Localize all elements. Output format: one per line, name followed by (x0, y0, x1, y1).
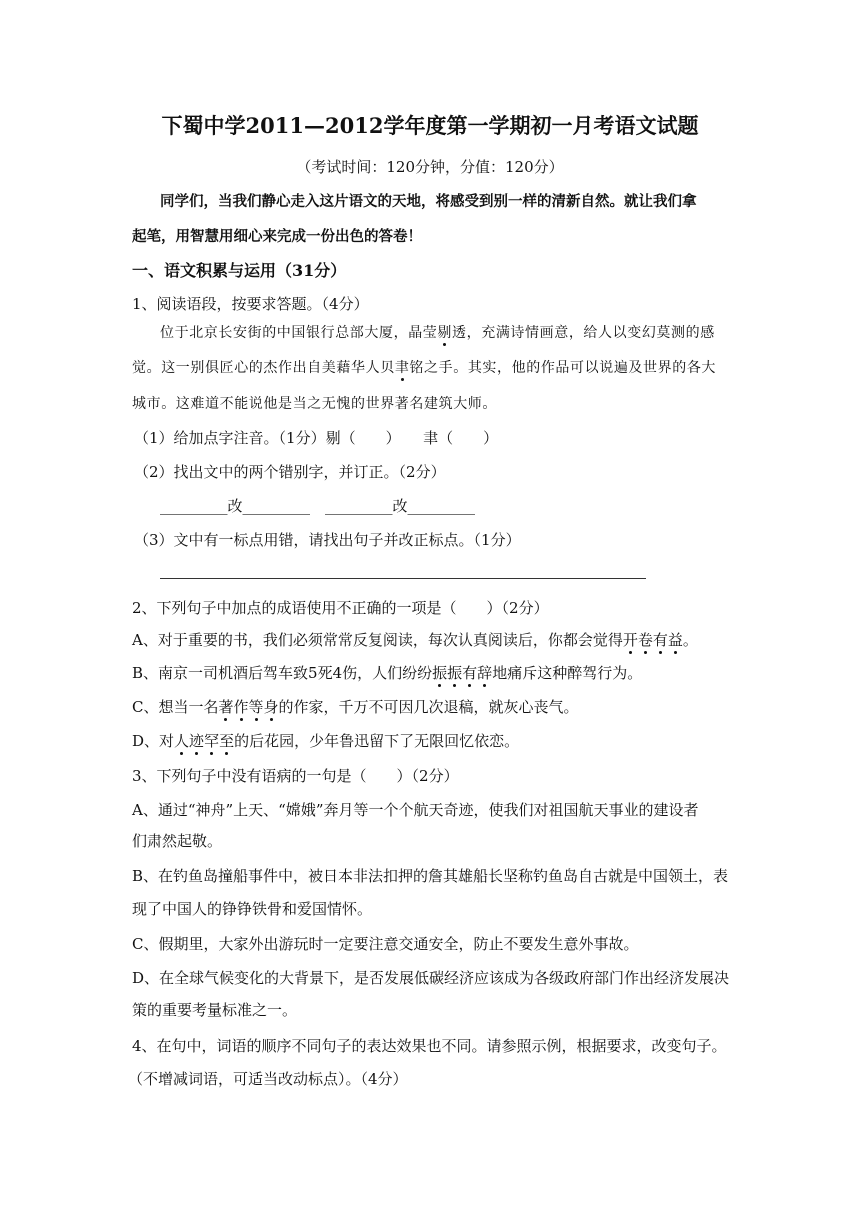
dotted-char: 人 (174, 732, 190, 750)
option-3a-line-2: 们肃然起敬。 (132, 832, 223, 850)
question-4-stem-line-1: 4、在句中，词语的顺序不同句子的表达效果也不同。请参照示例，根据要求，改变句子。 (132, 1037, 727, 1055)
section-heading: 一、语文积累与运用（31分） (132, 261, 347, 280)
intro-line-1: 同学们，当我们静心走入这片语文的天地，将感受到别一样的清新自然。就让我们拿 (160, 193, 697, 210)
dotted-char: 有 (652, 631, 668, 649)
question-1-stem: 1、阅读语段，按要求答题。（4分） (132, 295, 369, 313)
dotted-char: 著 (218, 698, 234, 716)
exam-info: （考试时间：120分钟，分值：120分） (296, 158, 564, 176)
passage-line-2 (132, 358, 716, 378)
dotted-char: 振 (447, 664, 463, 682)
option-text: 的作家，千万不可因几次退稿，就灰心丧气。 (278, 698, 579, 716)
option-text: 的后花园，少年鲁迅留下了无限回忆依恋。 (234, 732, 520, 750)
passage-text: 觉。这一别俱匠心的杰作出自美藉华人贝 (132, 360, 395, 376)
passage-text: 透，充满诗情画意，给人以变幻莫测的感 (452, 325, 715, 341)
option-2c (132, 697, 579, 717)
page-title: 下蜀中学2011—2012学年度第一学期初一月考语文试题 (161, 113, 699, 138)
question-2-stem: 2、下列句子中加点的成语使用不正确的一项是（ ）（2分） (132, 599, 549, 617)
dotted-char: 聿 (394, 360, 410, 376)
passage-text: 铭之手。其实，他的作品可以说遍及世界的各大 (409, 360, 717, 376)
dotted-char: 辞 (477, 664, 493, 682)
option-3a-line-1: A、通过“神舟”上天、“嫦娥”奔月等一个个航天奇迹，使我们对祖国航天事业的建设者 (132, 801, 699, 819)
option-3d-line-1: D、在全球气候变化的大背景下，是否发展低碳经济应该成为各级政府部门作出经济发展决 (132, 969, 730, 987)
dotted-char: 作 (233, 698, 249, 716)
option-3b-line-1: B、在钓鱼岛撞船事件中，被日本非法扣押的詹其雄船长坚称钓鱼岛自古就是中国领土，表 (132, 867, 729, 885)
dotted-char: 振 (432, 664, 448, 682)
option-text: B、南京一司机酒后驾车致5死4伤，人们纷纷 (132, 664, 433, 682)
passage-text: 位于北京长安街的中国银行总部大厦，晶莹 (160, 325, 438, 341)
question-4-stem-line-2: （不增减词语，可适当改动标点）。（4分） (128, 1070, 408, 1088)
dotted-char: 有 (462, 664, 478, 682)
option-text: 地痛斥这种醉驾行为。 (492, 664, 643, 682)
dotted-char: 卷 (637, 631, 653, 649)
passage-line-1 (160, 323, 715, 343)
option-2d (132, 731, 519, 751)
question-1-sub-2: （2）找出文中的两个错别字，并订正。（2分） (134, 463, 446, 481)
option-2a (132, 630, 698, 650)
passage-line-3: 城市。这难道不能说他是当之无愧的世界著名建筑大师。 (132, 396, 497, 412)
dotted-char: 等 (248, 698, 264, 716)
dotted-char: 益 (667, 631, 683, 649)
option-text: C、想当一名 (132, 698, 219, 716)
option-3c: C、假期里，大家外出游玩时一定要注意交通安全，防止不要发生意外事故。 (132, 935, 639, 953)
correction-blanks: _________改_________ _________改_________ (160, 497, 476, 515)
answer-line (160, 578, 646, 579)
option-text: D、对 (132, 732, 175, 750)
dotted-char: 开 (622, 631, 638, 649)
dotted-char: 罕 (204, 732, 220, 750)
option-2b (132, 663, 642, 683)
intro-line-2: 起笔，用智慧用细心来完成一份出色的答卷！ (132, 228, 422, 245)
question-3-stem: 3、下列句子中没有语病的一句是（ ）（2分） (132, 767, 459, 785)
dotted-char: 剔 (437, 325, 453, 341)
option-3b-line-2: 现了中国人的铮铮铁骨和爱国情怀。 (132, 900, 373, 918)
dotted-char: 迹 (189, 732, 205, 750)
dotted-char: 身 (263, 698, 279, 716)
question-1-sub-3: （3）文中有一标点用错，请找出句子并改正标点。（1分） (134, 531, 521, 549)
option-3d-line-2: 策的重要考量标准之一。 (132, 1001, 298, 1019)
option-text: A、对于重要的书，我们必须常常反复阅读，每次认真阅读后，你都会觉得 (132, 631, 623, 649)
option-text: 。 (682, 631, 698, 649)
question-1-sub-1: （1）给加点字注音。（1分）剔（ ） 聿（ ） (134, 429, 499, 447)
dotted-char: 至 (219, 732, 235, 750)
